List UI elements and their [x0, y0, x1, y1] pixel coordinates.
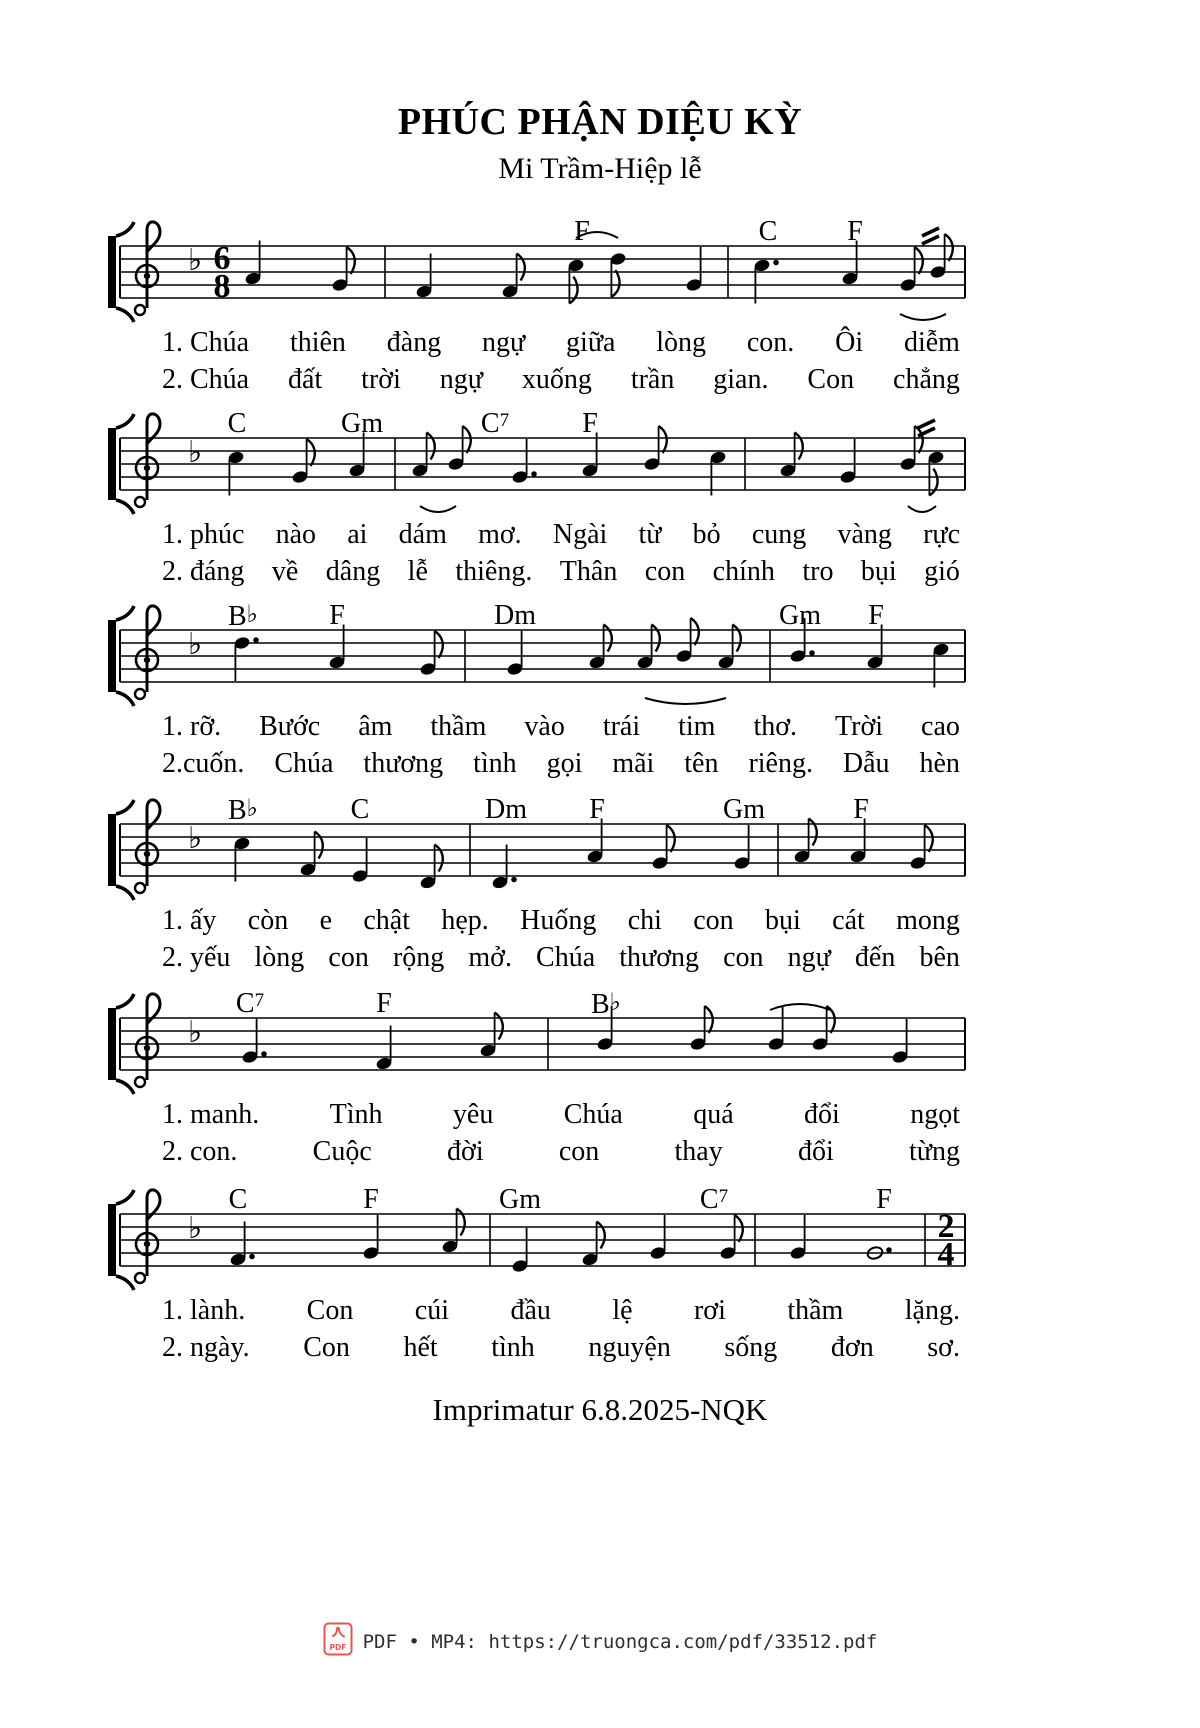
- system-bracket: [108, 814, 116, 886]
- note: [244, 241, 262, 286]
- lyric-syllable: rơi: [693, 1295, 726, 1326]
- lyric-syllable: thơ.: [753, 711, 798, 742]
- lyrics-verse-2-system-5: [162, 1137, 960, 1168]
- lyric-syllable: về: [271, 556, 299, 587]
- note: [753, 258, 779, 303]
- chord-label: C: [758, 216, 778, 247]
- lyric-syllable: Con: [807, 364, 855, 395]
- end-time-signature-top: 2: [937, 1208, 955, 1245]
- chord-label: F: [574, 216, 590, 247]
- eighth-flag: [569, 277, 577, 304]
- pdf-file-icon[interactable]: [323, 1622, 353, 1661]
- treble-clef-icon: [135, 222, 160, 315]
- note: [581, 1222, 605, 1267]
- chord-label: F: [853, 794, 869, 825]
- lyric-syllable: 1. Chúa: [162, 327, 250, 358]
- chord-label: B♭: [590, 988, 622, 1020]
- note: [501, 254, 525, 299]
- lyric-syllable: lặng.: [904, 1295, 960, 1326]
- eighth-flag: [929, 469, 937, 496]
- key-signature-flat: ♭: [188, 627, 203, 662]
- lyrics-verse-1-system-4: [162, 906, 960, 937]
- lyric-syllable: chính: [712, 556, 775, 587]
- lyric-syllable: đơn: [830, 1332, 874, 1363]
- chord-label: Gm: [499, 1184, 541, 1215]
- lyric-syllable: vào: [524, 711, 565, 742]
- lyric-syllable: mở.: [468, 942, 512, 973]
- lyric-syllable: con: [723, 942, 764, 973]
- eighth-flag: [925, 825, 933, 852]
- lyric-syllable: trái: [602, 711, 641, 742]
- chord-label: Dm: [494, 600, 536, 631]
- eighth-flag: [604, 625, 612, 652]
- eighth-flag: [705, 1006, 713, 1033]
- pdf-icon-label: PDF: [329, 1643, 347, 1652]
- lyric-syllable: Chúa: [274, 748, 334, 779]
- chord-label: Gm: [779, 600, 821, 631]
- lyric-syllable: bỏ: [692, 519, 721, 550]
- lyric-syllable: thầm: [787, 1295, 844, 1326]
- eighth-flag: [915, 247, 923, 274]
- note: [479, 1013, 503, 1058]
- lyric-syllable: Tình: [329, 1099, 383, 1130]
- lyric-syllable: cao: [921, 711, 960, 742]
- treble-clef-icon: [135, 606, 160, 699]
- note: [649, 1215, 667, 1260]
- key-signature-flat: ♭: [188, 1211, 203, 1246]
- system-bracket: [108, 428, 116, 500]
- note: [506, 631, 524, 676]
- chord-label: F: [868, 600, 884, 631]
- lyric-syllable: sống: [724, 1332, 778, 1363]
- lyric-syllable: gọi: [546, 748, 583, 779]
- chord-label: F: [847, 216, 863, 247]
- lyric-syllable: lòng: [656, 327, 707, 358]
- eighth-flag: [667, 825, 675, 852]
- lyric-syllable: âm: [358, 711, 393, 742]
- lyric-syllable: ngự: [439, 364, 483, 395]
- chord-label: Gm: [723, 794, 765, 825]
- lyric-syllable: con: [558, 1136, 600, 1167]
- lyric-syllable: 1. phúc: [162, 519, 245, 550]
- note: [375, 1026, 393, 1071]
- lyric-syllable: Chúa: [563, 1099, 623, 1130]
- lyric-syllable: con: [693, 905, 734, 936]
- lyric-syllable: ngọt: [910, 1099, 960, 1130]
- lyric-syllable: đất: [288, 364, 323, 395]
- eighth-flag: [735, 1215, 743, 1242]
- lyric-syllable: Con: [303, 1332, 350, 1363]
- system-bracket: [108, 620, 116, 692]
- eighth-flag: [795, 433, 803, 460]
- lyric-syllable: lòng: [254, 942, 305, 973]
- chord-label: F: [876, 1184, 892, 1215]
- lyric-syllable: đầu: [510, 1295, 551, 1326]
- lyric-syllable: thiêng.: [455, 556, 533, 587]
- note: [511, 1228, 529, 1273]
- lyric-syllable: Trời: [835, 711, 884, 742]
- lyric-syllable: đàng: [386, 327, 442, 358]
- lyric-syllable: lệ: [612, 1295, 633, 1326]
- eighth-flag: [495, 1013, 503, 1040]
- lyric-syllable: 1. rỡ.: [162, 711, 222, 742]
- lyric-syllable: chật: [363, 905, 410, 936]
- note: [891, 1019, 909, 1064]
- eighth-flag: [457, 1209, 465, 1236]
- note: [779, 433, 803, 478]
- note: [793, 819, 817, 864]
- lyric-syllable: ai: [347, 519, 368, 550]
- lyric-syllable: đến: [854, 942, 896, 973]
- lyric-syllable: rộng: [392, 942, 445, 973]
- system-bracket: [108, 236, 116, 308]
- lyric-syllable: mơ.: [478, 519, 522, 550]
- lyric-syllable: con: [328, 942, 369, 973]
- lyric-syllable: 1. ấy: [162, 905, 217, 936]
- lyrics-verse-2-system-6: [162, 1333, 960, 1364]
- lyric-syllable: từng: [908, 1136, 960, 1167]
- eighth-flag: [435, 631, 443, 658]
- lyric-syllable: đổi: [797, 1136, 834, 1167]
- lyric-syllable: hèn: [919, 748, 960, 779]
- lyric-syllable: cát: [832, 905, 865, 936]
- slur: [770, 1004, 830, 1010]
- treble-clef-icon: [135, 414, 160, 507]
- lyric-syllable: sơ.: [927, 1332, 960, 1363]
- eighth-flag: [733, 625, 741, 652]
- footer-link-text[interactable]: PDF • MP4: https://truongca.com/pdf/33512.pdf: [362, 1630, 878, 1653]
- chord-label: $C^7$: [480, 408, 510, 439]
- treble-clef-icon: [135, 994, 160, 1087]
- eighth-flag: [517, 254, 525, 281]
- lyric-syllable: tình: [491, 1332, 535, 1363]
- lyric-syllable: tro: [802, 556, 834, 587]
- tremolo-slash: [922, 228, 939, 236]
- chord-label: $C^7$: [699, 1184, 729, 1215]
- lyric-syllable: bụi: [860, 556, 897, 587]
- note: [233, 836, 251, 881]
- note: [767, 1006, 785, 1051]
- lyric-syllable: dám: [398, 519, 447, 550]
- note: [927, 450, 945, 495]
- eighth-flag: [915, 426, 923, 453]
- lyric-syllable: cúi: [414, 1295, 449, 1326]
- lyric-syllable: ngự: [482, 327, 526, 358]
- lyric-syllable: nào: [275, 519, 317, 550]
- key-signature-flat: ♭: [188, 243, 203, 278]
- note: [351, 838, 369, 883]
- note: [299, 832, 323, 877]
- note: [415, 254, 433, 299]
- eighth-flag: [809, 819, 817, 846]
- treble-clef-icon: [135, 1190, 160, 1283]
- lyric-syllable: đổi: [804, 1099, 840, 1130]
- lyric-syllable: thầm: [430, 711, 487, 742]
- lyric-syllable: xuống: [521, 364, 592, 395]
- lyrics-verse-2-system-4: [162, 943, 960, 974]
- lyric-syllable: thương: [619, 942, 700, 973]
- lyric-syllable: chi: [627, 905, 662, 936]
- lyrics-verse-2-system-2: [162, 557, 960, 588]
- lyric-syllable: tên: [684, 748, 719, 779]
- footer: [0, 1622, 1200, 1661]
- chord-label: Dm: [485, 794, 527, 825]
- lyric-syllable: rực: [923, 519, 960, 550]
- lyric-syllable: hết: [403, 1332, 438, 1363]
- eighth-flag: [347, 247, 355, 274]
- chord-label: C: [350, 794, 370, 825]
- chord-label: F: [376, 988, 392, 1019]
- lyric-syllable: 1. lành.: [162, 1295, 246, 1326]
- eighth-flag: [611, 270, 619, 297]
- lyric-syllable: giữa: [566, 327, 616, 358]
- note: [229, 1222, 255, 1267]
- slur: [645, 698, 726, 704]
- note: [636, 625, 660, 670]
- lyric-syllable: Ôi: [835, 327, 864, 358]
- note: [685, 247, 703, 292]
- eighth-flag: [945, 234, 953, 261]
- lyric-syllable: mong: [896, 905, 960, 936]
- treble-clef-icon: [135, 800, 160, 893]
- lyric-syllable: mãi: [612, 748, 655, 779]
- staff-svg-1: [0, 176, 1200, 326]
- lyric-syllable: quá: [693, 1099, 734, 1130]
- lyric-syllable: trần: [630, 364, 675, 395]
- lyric-syllable: 2. ngày.: [162, 1332, 250, 1363]
- lyric-syllable: đời: [447, 1136, 484, 1167]
- lyric-syllable: bụi: [765, 905, 801, 936]
- note: [441, 1209, 465, 1254]
- time-signature-top: 6: [213, 240, 231, 277]
- lyrics-verse-1-system-6: [162, 1296, 960, 1327]
- lyric-syllable: Dẫu: [842, 748, 890, 779]
- lyric-syllable: 2.cuốn.: [162, 748, 245, 779]
- note: [709, 450, 727, 495]
- note: [233, 636, 259, 681]
- lyric-syllable: con: [644, 556, 686, 587]
- lyric-syllable: diễm: [903, 327, 960, 358]
- imprimatur-line: Imprimatur 6.8.2025-NQK: [432, 1392, 768, 1427]
- lyrics-verse-1-system-5: [162, 1100, 960, 1131]
- lyric-syllable: Cuộc: [312, 1136, 372, 1167]
- note: [932, 642, 950, 687]
- lyric-syllable: thay: [674, 1136, 723, 1167]
- composer-subtitle: Mi Trầm-Hiệp lễ: [498, 152, 702, 185]
- lyric-syllable: tình: [473, 748, 517, 779]
- eighth-flag: [463, 426, 471, 453]
- note: [362, 1215, 380, 1260]
- lyric-syllable: hẹp.: [441, 905, 489, 936]
- lyric-syllable: bên: [919, 942, 960, 973]
- tremolo-slash: [922, 236, 939, 244]
- lyrics-verse-2-system-3: [162, 749, 960, 780]
- eighth-flag: [435, 845, 443, 872]
- lyric-syllable: dâng: [325, 556, 381, 587]
- eighth-flag: [307, 439, 315, 466]
- lyric-syllable: thương: [363, 748, 444, 779]
- system-bracket: [108, 1204, 116, 1276]
- end-time-signature-bottom: 4: [937, 1236, 955, 1273]
- lyric-syllable: gian.: [713, 364, 769, 395]
- chord-label: F: [363, 1184, 379, 1215]
- lyric-syllable: từ: [638, 519, 662, 550]
- chord-label: $C^7$: [235, 988, 265, 1019]
- music-system-1: [0, 176, 1200, 326]
- lyric-syllable: Huống: [520, 905, 597, 936]
- lyric-syllable: 2. con.: [162, 1136, 238, 1167]
- note: [227, 450, 245, 495]
- note: [789, 1215, 807, 1260]
- slur: [420, 506, 456, 512]
- eighth-flag: [597, 1222, 605, 1249]
- chord-label: F: [589, 794, 605, 825]
- key-signature-flat: ♭: [188, 1015, 203, 1050]
- lyric-syllable: Ngài: [552, 519, 608, 550]
- slur: [908, 506, 936, 512]
- eighth-flag: [691, 618, 699, 645]
- tremolo-slash: [918, 420, 935, 428]
- chord-label: C: [228, 1184, 248, 1215]
- note: [609, 252, 627, 297]
- eighth-flag: [659, 426, 667, 453]
- lyric-syllable: còn: [247, 905, 289, 936]
- note: [588, 625, 612, 670]
- lyric-syllable: 2. yếu: [162, 942, 231, 973]
- lyric-syllable: Thân: [559, 556, 618, 587]
- lyric-syllable: tim: [678, 711, 716, 742]
- eighth-flag: [315, 832, 323, 859]
- eighth-flag: [427, 433, 435, 460]
- system-bracket: [108, 1008, 116, 1080]
- lyric-syllable: nguyện: [588, 1332, 671, 1363]
- chord-label: Gm: [341, 408, 383, 439]
- key-signature-flat: ♭: [188, 821, 203, 856]
- lyric-syllable: lễ: [407, 556, 428, 587]
- note: [419, 845, 443, 890]
- lyric-syllable: chẳng: [893, 364, 960, 395]
- lyric-syllable: Con: [306, 1295, 354, 1326]
- lyrics-verse-1-system-3: [162, 712, 960, 743]
- chord-label: C: [227, 408, 247, 439]
- lyric-syllable: Chúa: [536, 942, 596, 973]
- lyrics-verse-1-system-1: [162, 328, 960, 359]
- chord-label: F: [582, 408, 598, 439]
- lyric-syllable: 1. manh.: [162, 1099, 260, 1130]
- note: [839, 439, 857, 484]
- key-signature-flat: ♭: [188, 435, 203, 470]
- lyric-syllable: Bước: [259, 711, 321, 742]
- note: [717, 625, 741, 670]
- lyric-syllable: riêng.: [748, 748, 813, 779]
- lyric-syllable: 2. Chúa: [162, 364, 250, 395]
- note: [733, 825, 751, 870]
- lyrics-verse-1-system-2: [162, 520, 960, 551]
- time-signature-bottom: 8: [213, 268, 231, 305]
- lyric-syllable: cung: [751, 519, 807, 550]
- lyric-syllable: yêu: [452, 1099, 494, 1130]
- note: [567, 258, 585, 303]
- note: [491, 845, 517, 890]
- chord-label: F: [329, 600, 345, 631]
- slur: [900, 314, 946, 320]
- lyric-syllable: trời: [361, 364, 401, 395]
- lyric-syllable: con.: [746, 327, 795, 358]
- chord-label: B♭: [227, 600, 259, 632]
- lyric-syllable: vàng: [837, 519, 892, 550]
- page-title: PHÚC PHẬN DIỆU KỲ: [397, 101, 803, 143]
- chord-label: B♭: [227, 794, 259, 826]
- lyrics-verse-2-system-1: [162, 365, 960, 396]
- lyric-syllable: gió: [924, 556, 960, 587]
- lyric-syllable: 2. đáng: [162, 556, 245, 587]
- lyric-syllable: thiên: [289, 327, 346, 358]
- eighth-flag: [652, 625, 660, 652]
- lyric-syllable: e: [319, 905, 332, 936]
- lyric-syllable: ngự: [787, 942, 831, 973]
- note: [411, 433, 435, 478]
